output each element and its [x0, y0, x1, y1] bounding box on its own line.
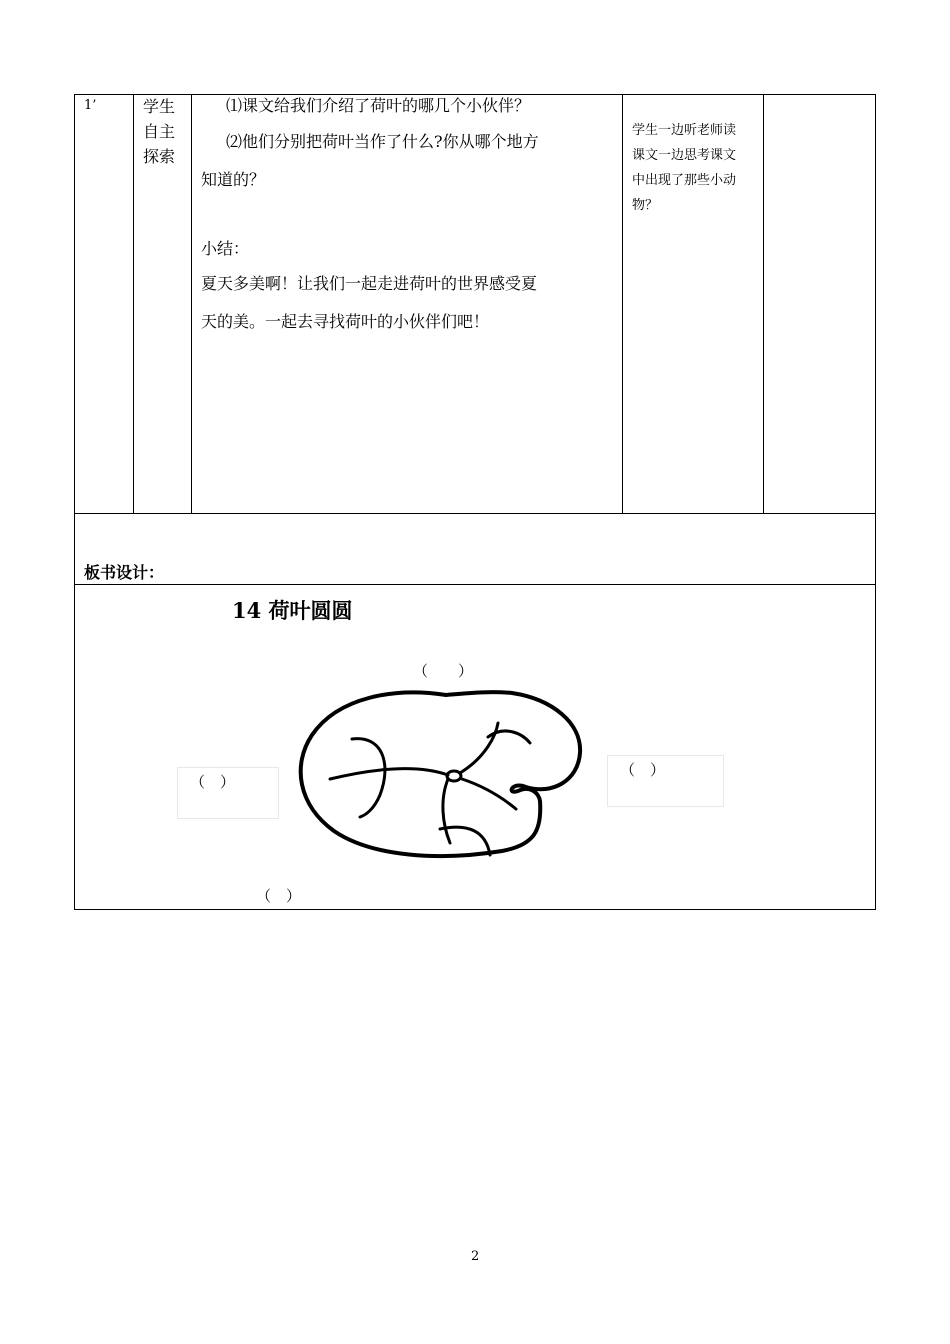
- stage-line-2: 自主: [143, 122, 176, 141]
- activity-line-3: 中出现了那些小动: [632, 173, 737, 188]
- blank-bottom: （ ）: [256, 887, 302, 905]
- content-question-2-cont: 知道的？: [201, 170, 266, 189]
- page-number: 2: [471, 1249, 480, 1264]
- col-divider-3: [622, 94, 623, 514]
- time-cell: 1’: [84, 98, 97, 113]
- leaf-veins: [330, 723, 530, 855]
- activity-line-4: 物？: [632, 198, 659, 213]
- activity-line-1: 学生一边听老师读: [632, 123, 737, 138]
- summary-line-2: 天的美。一起去寻找荷叶的小伙伴们吧！: [201, 312, 490, 331]
- blank-left: （ ）: [190, 773, 236, 791]
- summary-line-1: 夏天多美啊！让我们一起走进荷叶的世界感受夏: [201, 274, 538, 293]
- board-design-label: 板书设计：: [84, 563, 165, 582]
- content-question-1: ⑴课文给我们介绍了荷叶的哪几个小伙伴？: [226, 96, 531, 115]
- col-divider-1: [133, 94, 134, 514]
- row-divider-1: [74, 513, 876, 514]
- activity-line-2: 课文一边思考课文: [632, 148, 737, 163]
- table-border-right: [875, 94, 876, 910]
- blank-top: （ ）: [413, 662, 474, 680]
- stage-line-3: 探索: [143, 147, 176, 166]
- board-title: 14 荷叶圆圆: [232, 598, 353, 623]
- summary-label: 小结：: [201, 239, 250, 258]
- lotus-leaf-drawing: [290, 683, 590, 868]
- table-border-left: [74, 94, 75, 910]
- col-divider-4: [763, 94, 764, 514]
- stage-line-1: 学生: [143, 97, 176, 116]
- table-border-bottom: [74, 909, 876, 910]
- col-divider-2: [191, 94, 192, 514]
- content-question-2: ⑵他们分别把荷叶当作了什么?你从哪个地方: [226, 132, 539, 151]
- row-divider-2: [74, 584, 876, 585]
- blank-right: （ ）: [620, 761, 666, 779]
